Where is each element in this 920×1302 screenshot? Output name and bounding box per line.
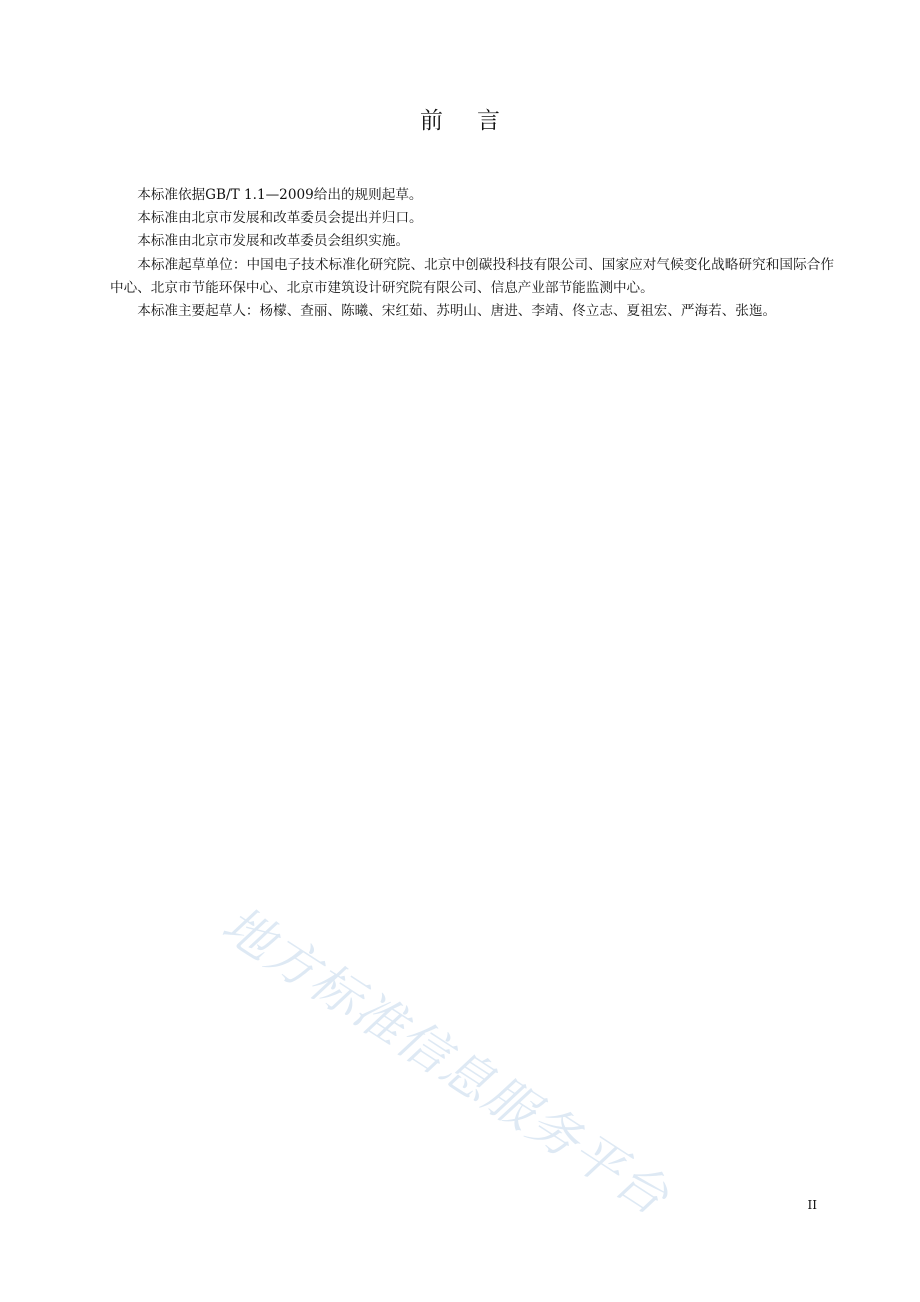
paragraph-drafting-rules: 本标准依据GB/T 1.1—2009给出的规则起草。	[137, 187, 423, 203]
paragraph-drafting-units: 本标准起草单位：中国电子技术标准化研究院、北京中创碳投科技有限公司、国家应对气候变化战略研究和国际合作中心、北京市节能环保中心、北京市建筑设计研究院有限公司、信息产业部节能监测中心。	[110, 256, 834, 296]
page-number: II	[807, 1198, 817, 1212]
watermark: 地方标准信息服务平台	[212, 895, 680, 1227]
paragraph-drafters: 本标准主要起草人：杨檬、查丽、陈曦、宋红茹、苏明山、唐进、李靖、佟立志、夏祖宏、严海若、张迤。	[137, 303, 777, 320]
foreword-body	[110, 184, 834, 323]
page-title: 前言	[420, 108, 534, 134]
paragraph-implementer: 本标准由北京市发展和改革委员会组织实施。	[137, 233, 410, 250]
paragraph-proposer: 本标准由北京市发展和改革委员会提出并归口。	[137, 210, 423, 227]
